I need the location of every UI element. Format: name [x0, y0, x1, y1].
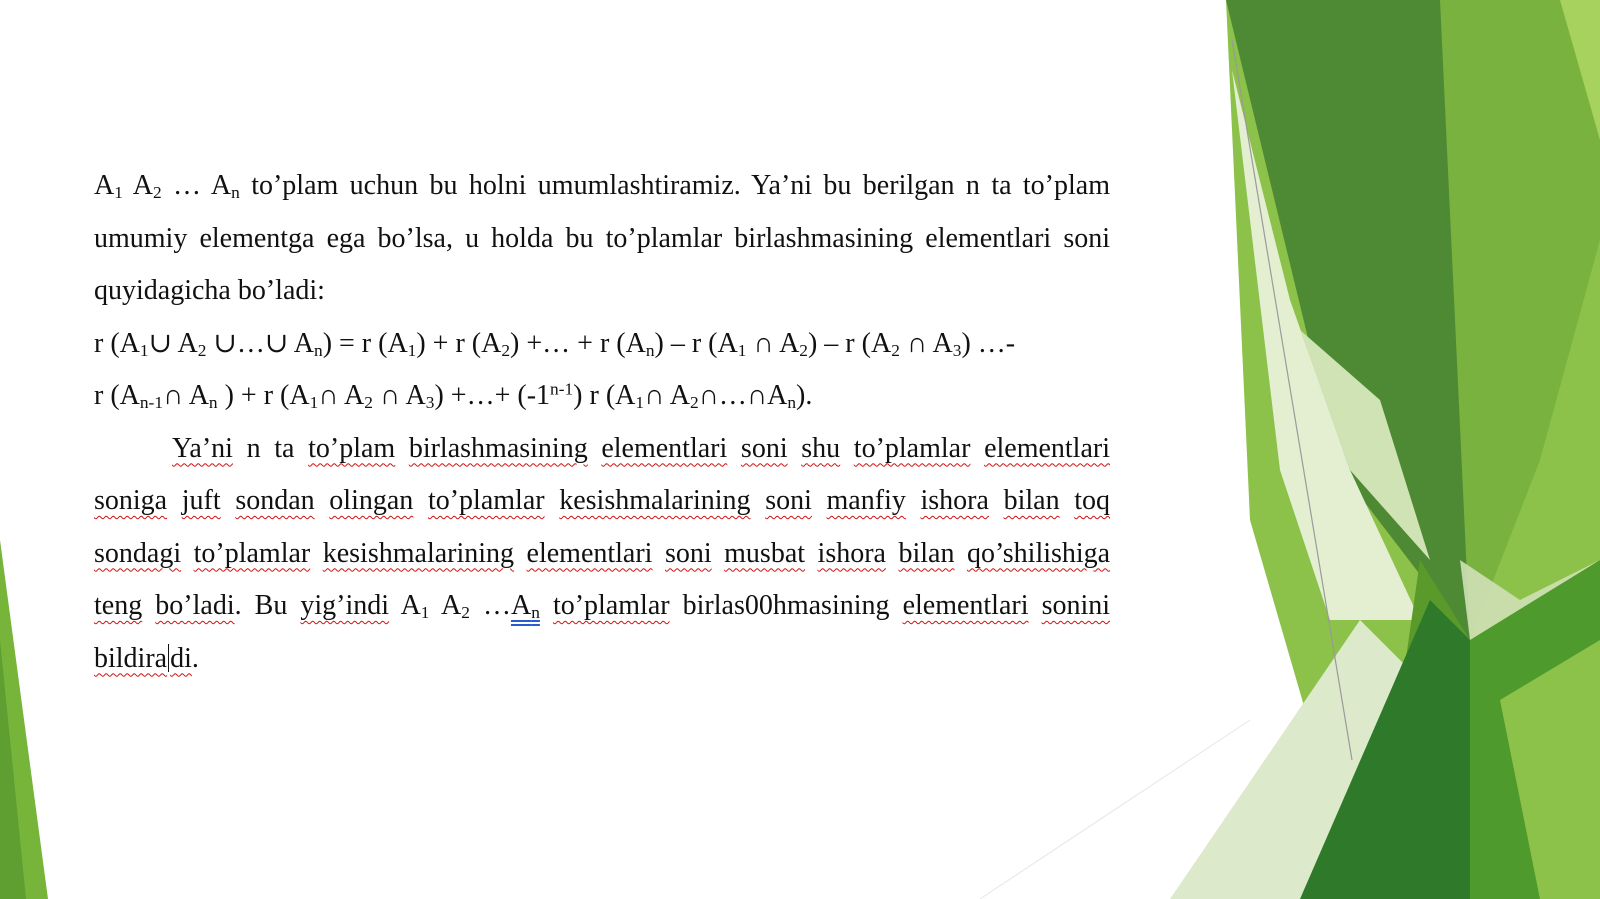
subscript: 1 — [737, 340, 747, 360]
text-run — [886, 538, 899, 569]
formula-part: ∪…∪ A — [206, 327, 314, 359]
spellcheck-word — [94, 643, 192, 674]
spellcheck-word: birlashmasining — [408, 432, 588, 464]
text-run — [1029, 590, 1042, 621]
text-run: di — [170, 642, 192, 674]
subscript: 1 — [114, 182, 123, 202]
text-run — [751, 485, 766, 516]
formula-part: ) – r (A — [807, 327, 892, 359]
spellcheck-word: elementlari — [526, 537, 653, 569]
spellcheck-word: qo’shilishiga — [966, 537, 1111, 569]
spellcheck-word: to’plamlar — [853, 432, 971, 464]
intro-text: to’plam uchun bu holni umumlashtiramiz. Ya’ni bu berilgan n ta to’plam umumiy elementga ega bo’lsa, u holda bu to’plamlar birlashmasining elementlari soni quyidagicha bo’ladi: — [94, 170, 1110, 306]
text-run: . — [191, 642, 199, 674]
spellcheck-word: bilan — [898, 537, 955, 569]
spellcheck-word: sonini — [1041, 590, 1111, 621]
subscript: n — [531, 602, 540, 622]
text-run — [221, 485, 236, 516]
text-run — [727, 433, 741, 464]
subscript: 1 — [139, 340, 149, 360]
formula-part: ∩ A — [163, 380, 209, 411]
set-a: A — [122, 170, 153, 201]
text-run: A — [389, 590, 421, 621]
text-run — [906, 485, 921, 516]
subscript: n — [231, 182, 240, 202]
text-run — [310, 538, 323, 569]
formula-part: ) + r (A — [416, 327, 502, 359]
spellcheck-word: sondagi — [94, 537, 182, 569]
subscript: 2 — [364, 392, 373, 412]
text-run: A — [510, 590, 532, 621]
subscript: n — [314, 340, 323, 360]
spellcheck-word: elementlari — [601, 432, 728, 464]
text-run — [395, 433, 409, 464]
subscript: 1 — [635, 392, 645, 412]
subscript: n-1 — [139, 392, 164, 412]
subscript: 1 — [407, 340, 417, 360]
slide-body-text — [94, 160, 1110, 685]
formula-line-1 — [94, 318, 1110, 371]
text-run: A — [429, 590, 462, 621]
text-run: birlas00hmasining — [669, 590, 903, 621]
left-green-shape — [0, 540, 48, 899]
spellcheck-word: kesishmalarining — [559, 485, 751, 516]
spellcheck-word: to’plamlar — [552, 590, 670, 621]
spellcheck-word: soni — [740, 432, 788, 464]
subscript: 2 — [152, 182, 162, 202]
formula-part: ∩ A — [372, 380, 426, 411]
spellcheck-word: olingan — [329, 485, 414, 516]
formula-line-2 — [94, 370, 1110, 423]
spellcheck-word: soniga — [94, 485, 168, 516]
text-run — [805, 538, 818, 569]
subscript: 2 — [799, 340, 808, 360]
text-run: n ta — [232, 432, 309, 464]
spellcheck-word: manfiy — [826, 485, 906, 516]
formula-part: ∪ A — [148, 327, 198, 359]
set-a: A — [94, 170, 115, 201]
spellcheck-word: shu — [801, 432, 841, 464]
text-run — [712, 538, 725, 569]
formula-part: ∩ A — [318, 380, 365, 411]
spellcheck-word: bo’ladi — [155, 590, 235, 621]
text-run — [812, 485, 827, 516]
set-a: … A — [161, 170, 232, 201]
text-run — [540, 590, 553, 621]
text-run — [142, 590, 155, 621]
subscript: 2 — [501, 340, 511, 360]
text-run — [514, 538, 527, 569]
subscript: 2 — [689, 392, 699, 412]
subscript: n — [645, 340, 655, 360]
spellcheck-word: soni — [765, 485, 812, 516]
formula-part: ∩ A — [746, 327, 800, 359]
spellcheck-word: teng — [94, 590, 143, 621]
grammar-underlined-term — [511, 590, 540, 621]
spellcheck-word: elementlari — [902, 590, 1029, 621]
formula-part: ) +…+ (-1 — [434, 380, 551, 411]
formula-part: ) r (A — [573, 380, 636, 411]
formula-part: ∩…∩A — [698, 380, 788, 411]
formula-part: ) …- — [961, 327, 1016, 359]
text-run — [588, 433, 602, 464]
spellcheck-word: toq — [1074, 485, 1111, 516]
text-run — [413, 485, 428, 516]
spellcheck-word: kesishmalarining — [322, 537, 515, 569]
subscript: 2 — [461, 602, 470, 622]
spellcheck-word: to’plam — [308, 432, 396, 464]
subscript: 2 — [197, 340, 207, 360]
text-run — [954, 538, 967, 569]
formula-part: ) – r (A — [654, 327, 738, 359]
text-run — [545, 485, 560, 516]
formula-part: ) + r (A — [217, 380, 310, 411]
subscript: n — [787, 392, 797, 412]
text-run — [989, 485, 1004, 516]
formula-part: ) = r (A — [322, 327, 408, 359]
spellcheck-word: ishora — [920, 485, 989, 516]
spellcheck-word: bilan — [1003, 485, 1060, 516]
text-run — [970, 433, 984, 464]
spellcheck-word: to’plamlar — [427, 485, 545, 516]
subscript: 1 — [309, 392, 319, 412]
spellcheck-word: ishora — [817, 537, 886, 569]
subscript: n — [208, 392, 218, 412]
formula-part: r (A — [94, 380, 140, 411]
subscript: 2 — [891, 340, 900, 360]
spellcheck-word: juft — [181, 485, 221, 516]
spellcheck-word: soni — [664, 537, 712, 569]
formula-part: ) +… + r (A — [510, 327, 646, 359]
text-run — [652, 538, 665, 569]
subscript: 1 — [420, 602, 430, 622]
superscript: n-1 — [550, 379, 574, 399]
text-cursor[interactable] — [168, 644, 169, 672]
formula-part: ∩ A — [644, 380, 690, 411]
text-run — [788, 433, 802, 464]
spellcheck-word: musbat — [724, 537, 806, 569]
text-run — [315, 485, 330, 516]
spellcheck-word: elementlari — [984, 432, 1110, 464]
formula-part: r (A — [94, 327, 140, 359]
text-run — [181, 538, 194, 569]
subscript: 3 — [952, 340, 962, 360]
explanation-paragraph — [94, 423, 1110, 686]
spellcheck-word: to’plamlar — [193, 537, 311, 569]
intro-paragraph — [94, 160, 1110, 318]
text-run: … — [469, 590, 511, 621]
text-run — [167, 485, 182, 516]
text-run — [1060, 485, 1075, 516]
text-run: . Bu — [234, 590, 301, 621]
formula-part: ∩ A — [899, 327, 953, 359]
formula-part: ). — [796, 380, 813, 411]
spellcheck-word: sondan — [235, 485, 315, 516]
spellcheck-word: Ya’ni — [172, 432, 233, 464]
subscript: 3 — [425, 392, 435, 412]
text-run: bildira — [94, 642, 168, 674]
spellcheck-word: yig’indi — [300, 590, 390, 621]
text-run — [840, 433, 854, 464]
